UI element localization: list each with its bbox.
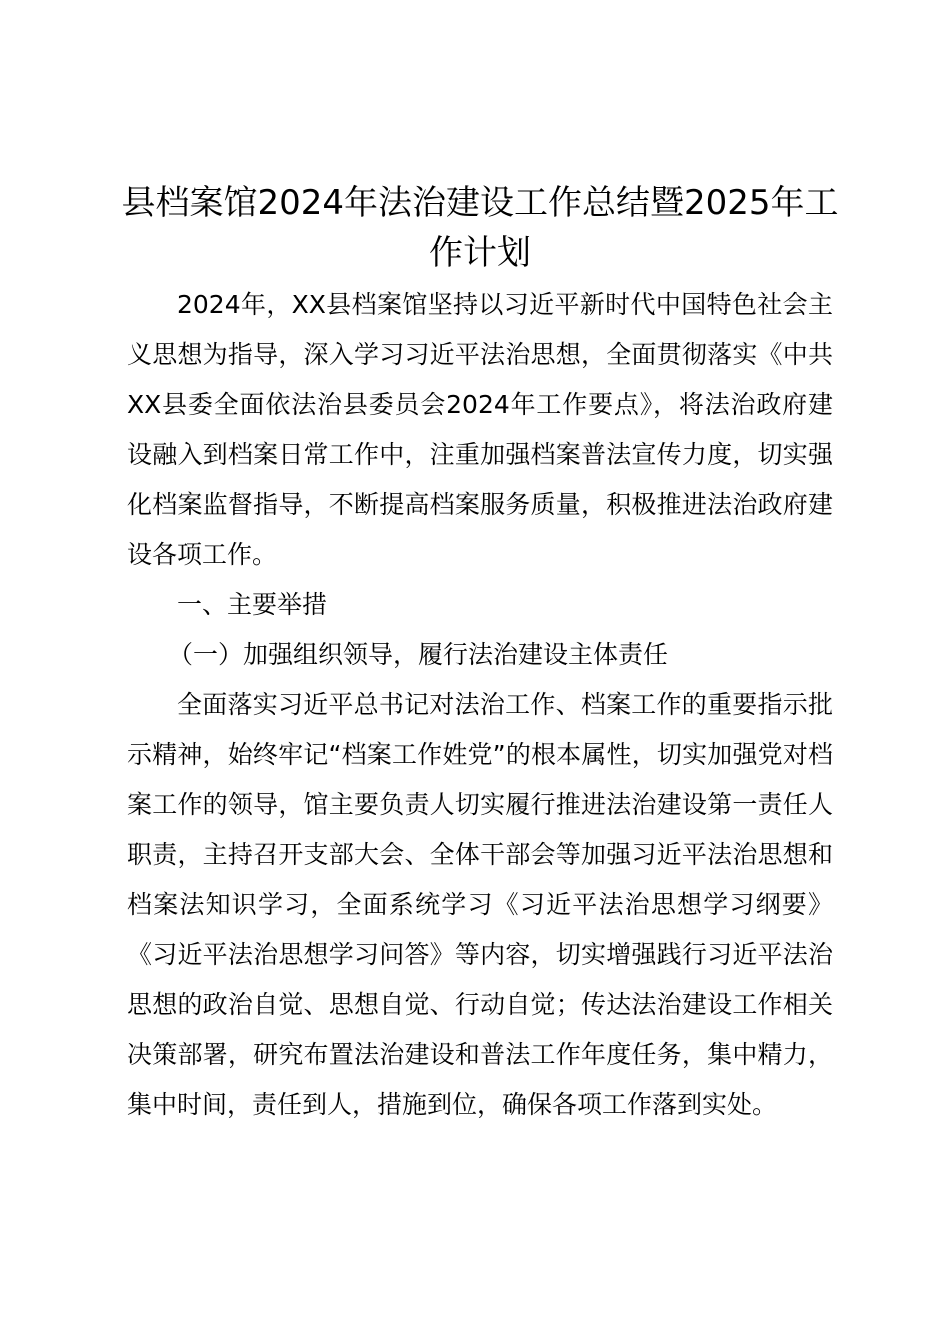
document-title: 县档案馆2024年法治建设工作总结暨2025年工作计划 [121, 183, 839, 273]
subsection-paragraph: 全面落实习近平总书记对法治工作、档案工作的重要指示批示精神，始终牢记“档案工作姓党”的根本属性，切实加强党对档案工作的领导，馆主要负责人切实履行推进法治建设第一责任人职责，主持召开支部大会、全体干部会等加强习近平法治思想和档案法知识学习，全面系统学习《习近平法治思想学习纲要》《习近平法治思想学习问答》等内容，切实增强践行习近平法治思想的政治自觉、思想自觉、行动自觉；传达法治建设工作相关决策部署，研究布置法治建设和普法工作年度任务，集中精力，集中时间，责任到人，措施到位，确保各项工作落到实处。 [127, 690, 833, 1119]
subsection-heading: （一）加强组织领导，履行法治建设主体责任 [168, 640, 669, 669]
section-heading: 一、主要举措 [177, 590, 328, 619]
intro-paragraph: 2024年，XX县档案馆坚持以习近平新时代中国特色社会主义思想为指导，深入学习习近平法治思想，全面贯彻落实《中共XX县委全面依法治县委员会2024年工作要点》，将法治政府建设融入到档案日常工作中，注重加强档案普法宣传力度，切实强化档案监督指导，不断提高档案服务质量，积极推进法治政府建设各项工作。 [127, 290, 833, 569]
